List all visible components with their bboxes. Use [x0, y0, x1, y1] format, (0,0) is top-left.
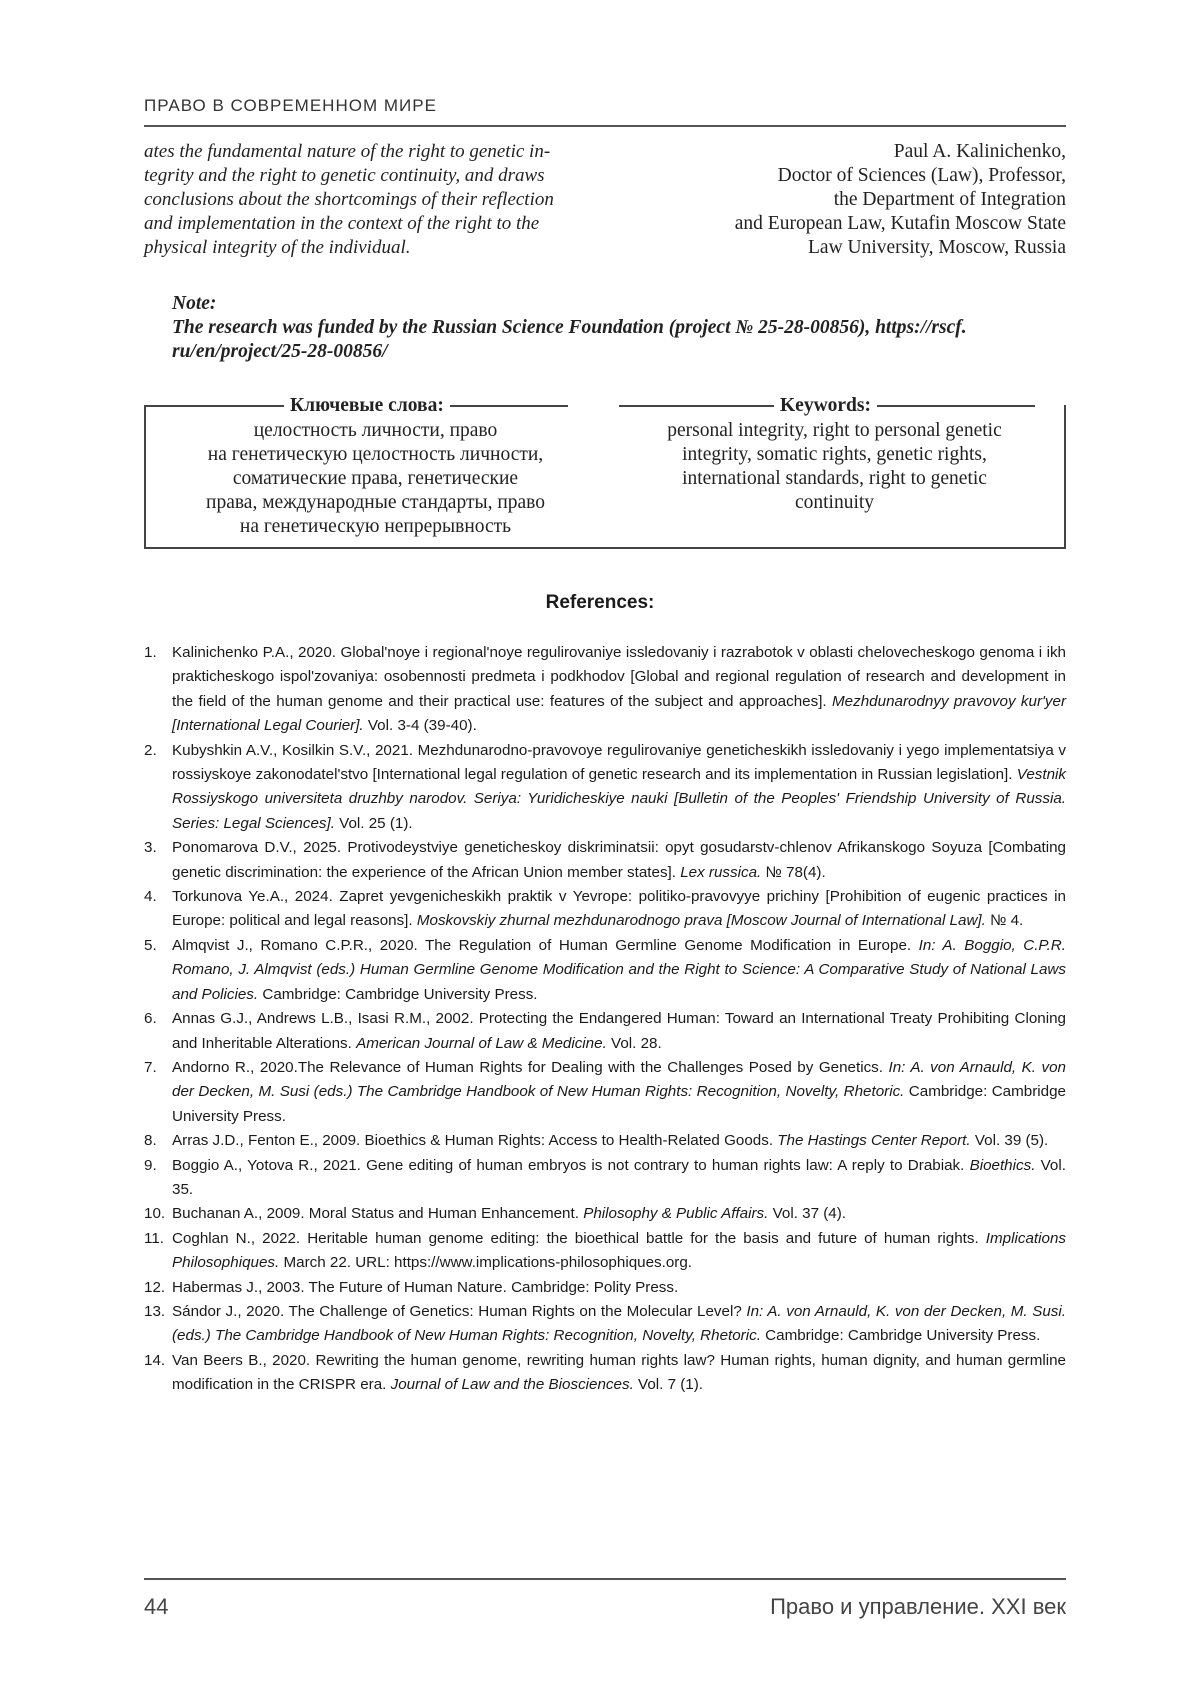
reference-item [144, 1276, 1066, 1300]
reference-tail: Cambridge: Cambridge University Press. [172, 1083, 1066, 1125]
reference-source: In: A. von Arnauld, K. von der Decken, M. Susi. (eds.) The Cambridge Handbook of New Human Rights: Recognition, Novelty, Rhetoric. [172, 1302, 1066, 1345]
note-line: ru/en/project/25-28-00856/ [172, 341, 388, 362]
reference-tail: Vol. 28. [611, 1034, 662, 1052]
reference-item [144, 836, 1066, 885]
author-name: Paul A. Kalinichenko, [893, 141, 1066, 162]
reference-item [144, 934, 1066, 1007]
reference-source: Moskovskiy zhurnal mezhdunarodnogo prava [Moscow Journal of International Law]. [416, 912, 986, 930]
reference-tail: Vol. 25 (1). [339, 814, 413, 832]
reference-tail: № 78(4). [765, 863, 826, 881]
reference-tail: Vol. 35. [172, 1156, 1066, 1198]
reference-item [144, 1056, 1066, 1129]
keywords-ru-line: на генетическую целостность личности, [207, 444, 544, 465]
journal-name: Право и управление. XXI век [770, 1594, 1066, 1619]
keywords-ru-line: целостность личности, право [253, 420, 498, 441]
keywords-ru-line: соматические права, генетические [232, 468, 519, 489]
reference-tail: Vol. 7 (1). [638, 1376, 704, 1394]
reference-tail: Cambridge: Cambridge University Press. [765, 1327, 1041, 1345]
reference-tail: March 22. URL: https://www.implications-philosophiques.org. [283, 1254, 693, 1272]
keywords-ru-line: права, международные стандарты, право [206, 492, 545, 513]
keywords-en-title: Keywords: [780, 395, 871, 416]
reference-number: 13. [144, 1302, 166, 1320]
keywords-rule [619, 405, 774, 407]
reference-text: Habermas J., 2003. The Future of Human Nature. Cambridge: Polity Press. [172, 1278, 679, 1296]
funding-note [172, 292, 1066, 364]
abstract-line: and implementation in the context of the right to the [144, 213, 540, 234]
reference-tail: Cambridge: Cambridge University Press. [262, 985, 538, 1003]
abstract-line: physical integrity of the individual. [144, 237, 411, 258]
reference-text: Kubyshkin A.V., Kosilkin S.V., 2021. Mezhdunarodno-pravovoye regulirovaniye geneticheskikh issledovaniy i yego implementatsiya v rossiyskoye zakonodatel'stvo [International legal regulation of genetic research and its implementation in Russian legislation]. [172, 741, 1066, 784]
references-title: References: [545, 592, 655, 613]
abstract-line: ates the fundamental nature of the right to genetic in- [144, 141, 551, 162]
abstract-line: conclusions about the shortcomings of their reflection [144, 189, 554, 210]
reference-text: Van Beers B., 2020. Rewriting the human genome, rewriting human rights law? Human rights, human dignity, and human germline modification in the CRISPR era. [172, 1351, 1066, 1394]
reference-number: 5. [144, 936, 157, 954]
reference-source: The Hastings Center Report. [777, 1132, 971, 1150]
reference-source: In: A. von Arnauld, K. von der Decken, M. Susi (eds.) The Cambridge Handbook of New Human Rights: Recognition, Novelty, Rhetoric. [172, 1058, 1066, 1101]
reference-text: Boggio A., Yotova R., 2021. Gene editing of human embryos is not contrary to human rights law: A reply to Drabiak. [172, 1156, 965, 1174]
reference-item [144, 1227, 1066, 1276]
references-list [144, 641, 1066, 1398]
reference-number: 10. [144, 1205, 166, 1223]
reference-source: Journal of Law and the Biosciences. [390, 1376, 634, 1394]
reference-item [144, 1007, 1066, 1056]
reference-text: Kalinichenko P.A., 2020. Global'noye i regional'noye regulirovaniye issledovaniy i razrabotok v oblasti chelovecheskogo genoma i ikh prakticheskogo ispol'zovaniya: osobennosti predmeta i podkhodov [Global and regional regulation of research and development in the field of the human genome and their practical use: features of the subject and approaches]. [172, 644, 1066, 710]
reference-item [144, 1300, 1066, 1349]
keywords-ru-title: Ключевые слова: [290, 395, 444, 416]
reference-source: Vestnik Rossiyskogo universiteta druzhby narodov. Seriya: Yuridicheskiye nauki [Bulletin of the Peoples' Friendship University of Russia. Series: Legal Sciences]. [172, 766, 1066, 832]
reference-item [144, 1349, 1066, 1398]
page-number: 44 [144, 1594, 169, 1619]
keywords-ru-line: на генетическую непрерывность [239, 516, 512, 537]
reference-tail: Vol. 3-4 (39-40). [367, 717, 477, 735]
reference-text: Almqvist J., Romano C.P.R., 2020. The Regulation of Human Germline Genome Modification in Europe. [172, 936, 912, 954]
keywords-en-line: international standards, right to genetic [682, 468, 987, 489]
note-line: The research was funded by the Russian Science Foundation (project № 25-28-00856), https://rscf. [172, 317, 967, 338]
reference-text: Andorno R., 2020.The Relevance of Human Rights for Dealing with the Challenges Posed by Genetics. [172, 1058, 883, 1076]
keywords-en-line: personal integrity, right to personal genetic [667, 420, 1002, 441]
reference-number: 7. [144, 1058, 157, 1076]
reference-item [144, 1202, 1066, 1226]
reference-number: 2. [144, 741, 157, 759]
reference-source: In: A. Boggio, C.P.R. Romano, J. Almqvist (eds.) Human Germline Genome Modification and the Right to Science: A Comparative Study of National Laws and Policies. [172, 936, 1066, 1003]
keywords-rule [146, 405, 284, 407]
reference-source: Mezhdunarodnyy pravovoy kur'yer [International Legal Courier]. [172, 692, 1066, 735]
reference-text: Ponomarova D.V., 2025. Protivodeystviye geneticheskoy diskriminatsii: opyt gosudarstv-chlenov Afrikanskogo Soyuza [Combating genetic discrimination: the experience of the African Union member states]. [172, 839, 1066, 881]
reference-text: Annas G.J., Andrews L.B., Isasi R.M., 2002. Protecting the Endangered Human: Toward an International Treaty Prohibiting Cloning and Inheritable Alterations. [172, 1010, 1066, 1052]
keywords-en-line: integrity, somatic rights, genetic rights, [682, 444, 987, 465]
reference-number: 9. [144, 1156, 157, 1174]
keywords-en [605, 395, 1064, 515]
reference-source: Lex russica. [680, 863, 762, 881]
keywords-en-line: continuity [794, 492, 875, 513]
reference-source: Philosophy & Public Affairs. [583, 1205, 769, 1223]
reference-text: Sándor J., 2020. The Challenge of Genetics: Human Rights on the Molecular Level? [172, 1302, 742, 1320]
reference-source: Bioethics. [969, 1156, 1036, 1174]
keywords-ru [146, 395, 605, 539]
author-affiliation-line: the Department of Integration [833, 189, 1066, 210]
abstract-line: tegrity and the right to genetic continuity, and draws [144, 165, 545, 186]
reference-number: 6. [144, 1010, 157, 1028]
reference-number: 8. [144, 1132, 157, 1150]
running-head: ПРАВО В СОВРЕМЕННОМ МИРЕ [144, 96, 437, 115]
reference-item [144, 885, 1066, 934]
reference-source: Implications Philosophiques. [172, 1229, 1066, 1272]
reference-item [144, 1129, 1066, 1153]
author-block [626, 140, 1066, 260]
reference-number: 14. [144, 1351, 166, 1369]
keywords-rule [877, 405, 1035, 407]
reference-number: 11. [144, 1229, 164, 1247]
author-degree: Doctor of Sciences (Law), Professor, [777, 165, 1066, 186]
reference-text: Coghlan N., 2022. Heritable human genome editing: the bioethical battle for the basis and future of human rights. [172, 1229, 979, 1247]
reference-text: Buchanan A., 2009. Moral Status and Human Enhancement. [172, 1205, 579, 1223]
keywords-box [144, 395, 1066, 549]
footer-rule [144, 1578, 1066, 1580]
reference-tail: Vol. 39 (5). [974, 1132, 1049, 1150]
reference-tail: № 4. [990, 912, 1024, 930]
author-affiliation-line: Law University, Moscow, Russia [808, 237, 1066, 258]
abstract-tail [144, 140, 584, 260]
reference-number: 12. [144, 1278, 166, 1296]
header-rule [144, 125, 1066, 127]
reference-item [144, 739, 1066, 837]
reference-text: Torkunova Ye.A., 2024. Zapret yevgenicheskikh praktik v Yevrope: politiko-pravovyye prichiny [Prohibition of eugenic practices in Europe: political and legal reasons]. [172, 888, 1066, 930]
reference-item [144, 1154, 1066, 1203]
reference-source: American Journal of Law & Medicine. [356, 1034, 607, 1052]
keywords-rule [450, 405, 568, 407]
note-label: Note: [172, 293, 217, 314]
reference-text: Arras J.D., Fenton E., 2009. Bioethics & Human Rights: Access to Health-Related Goods. [172, 1132, 774, 1150]
reference-item [144, 641, 1066, 739]
author-affiliation-line: and European Law, Kutafin Moscow State [734, 213, 1066, 234]
reference-number: 1. [144, 644, 157, 661]
reference-tail: Vol. 37 (4). [772, 1205, 847, 1223]
reference-number: 3. [144, 839, 157, 857]
reference-number: 4. [144, 888, 157, 906]
